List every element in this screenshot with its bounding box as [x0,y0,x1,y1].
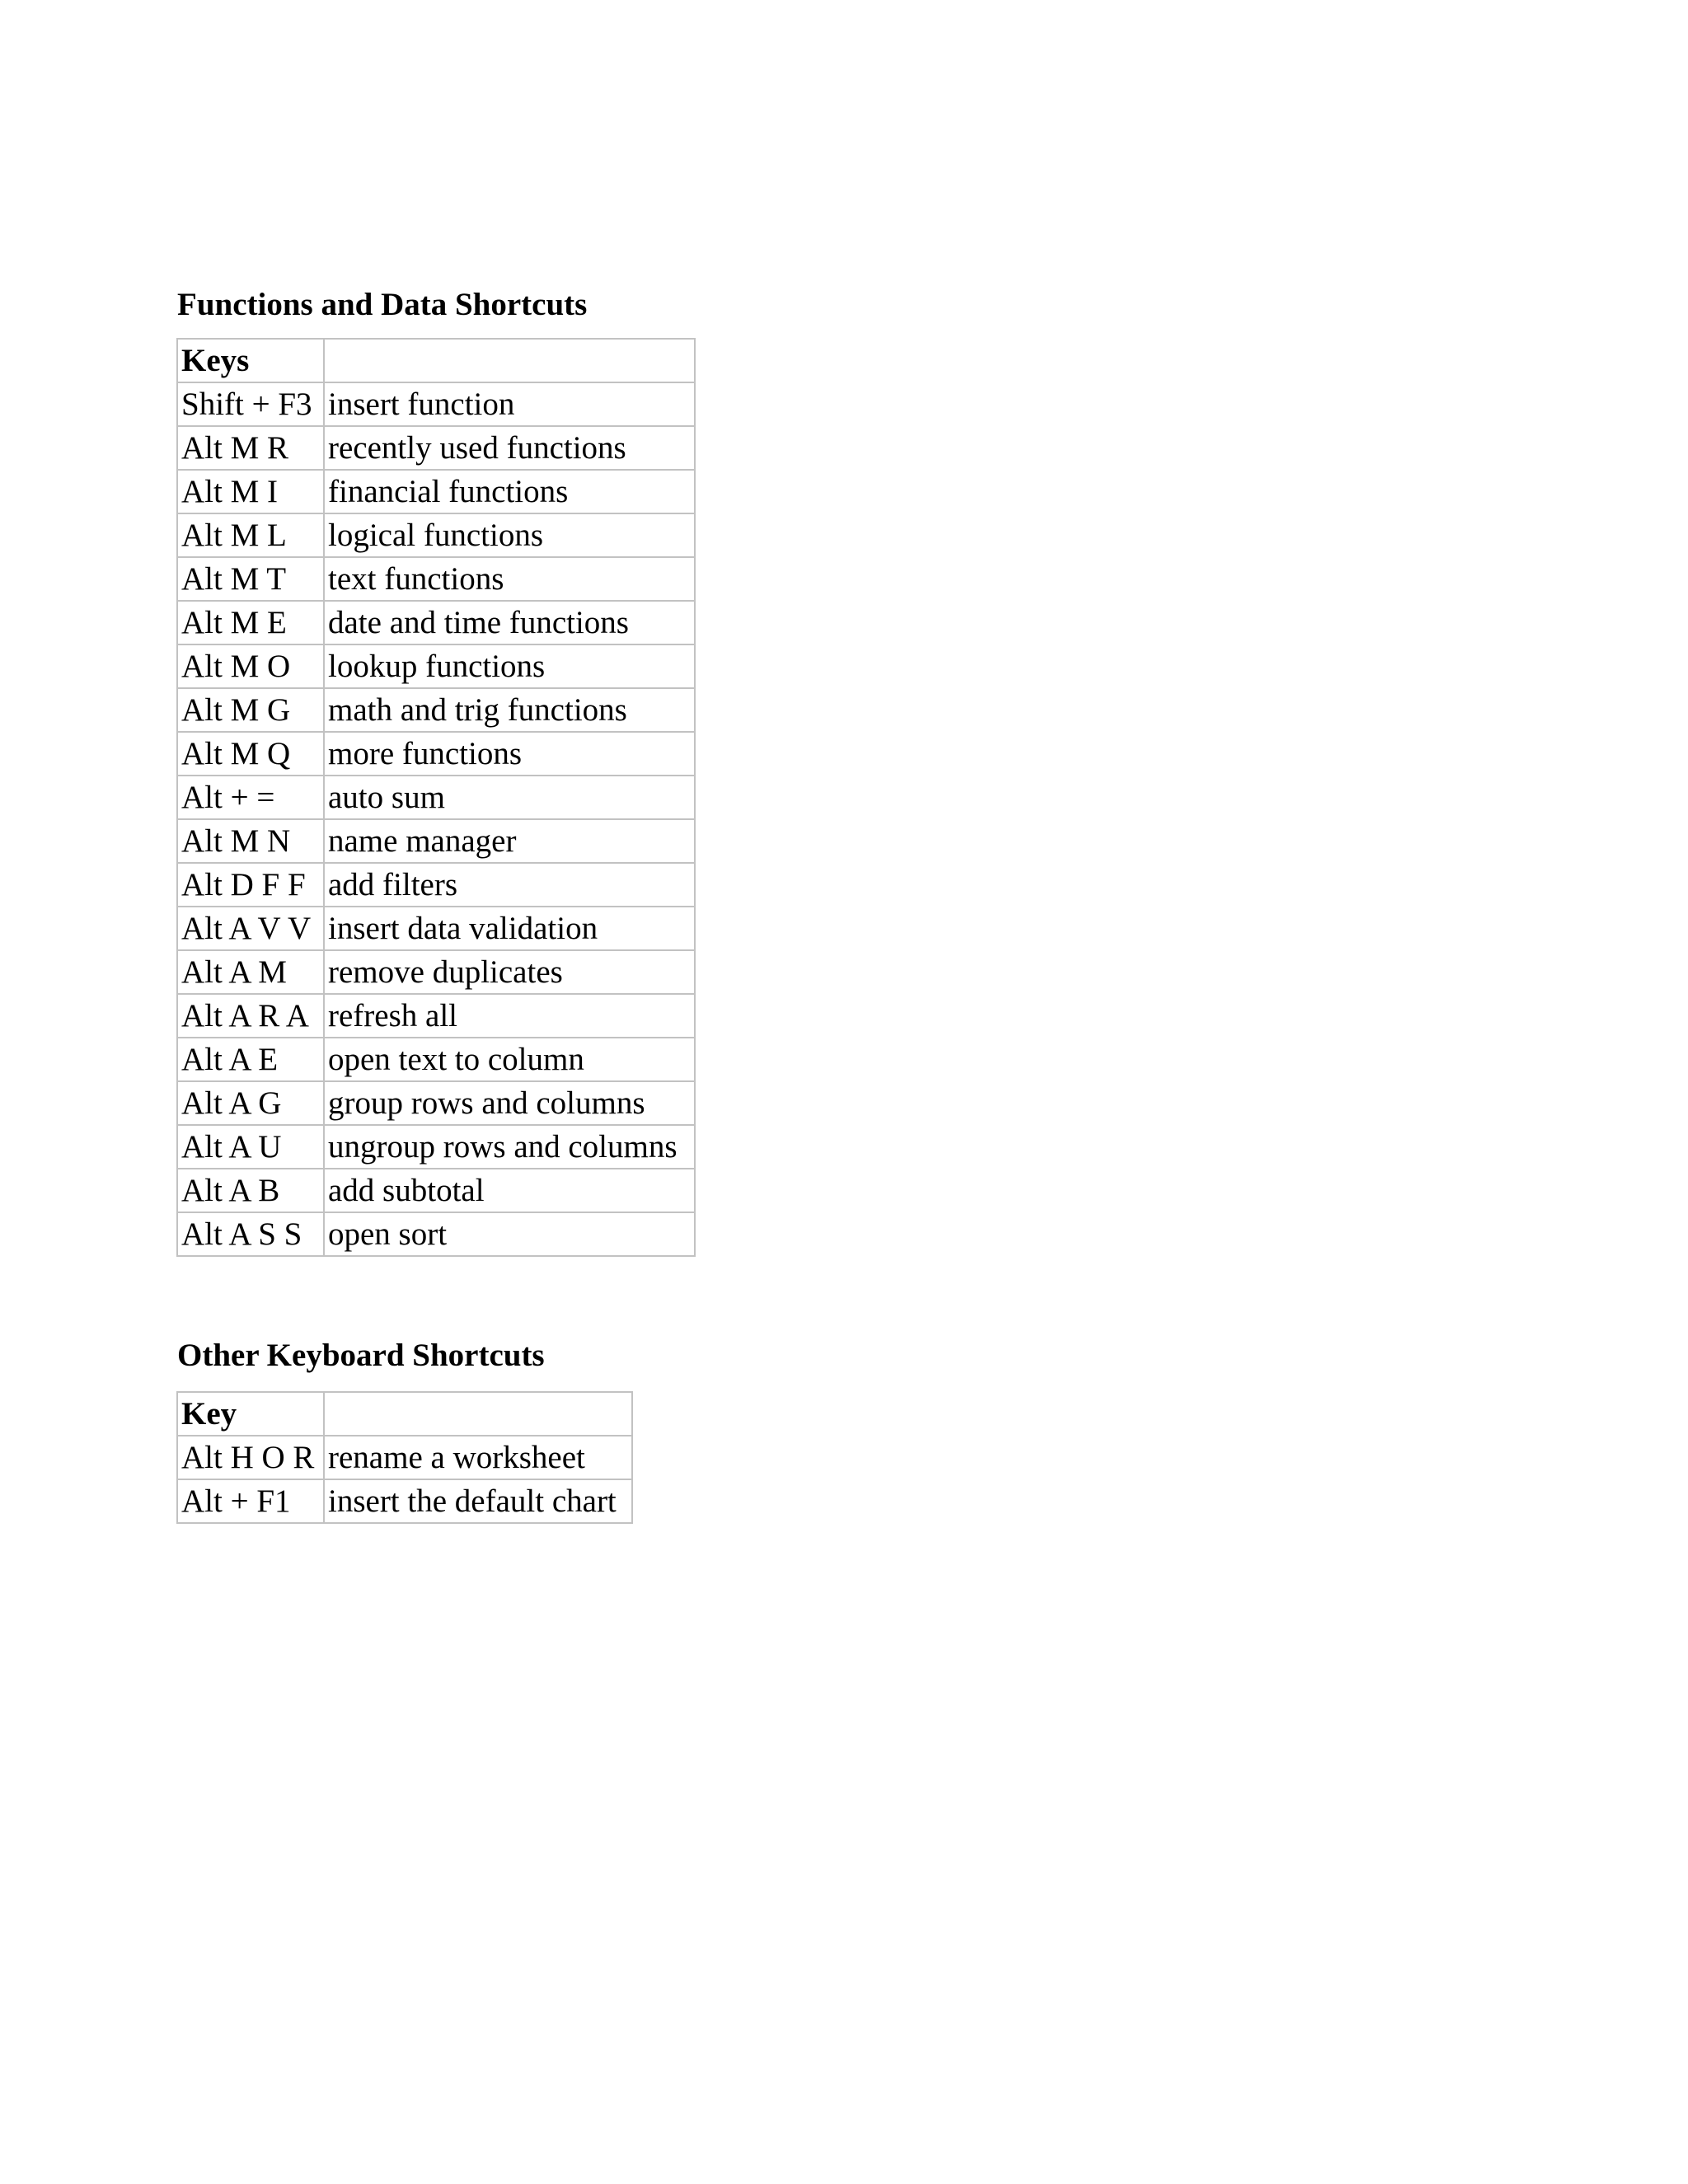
other-section-heading: Other Keyboard Shortcuts [177,1338,545,1373]
shortcut-key-cell: Alt D F F [177,863,324,907]
shortcut-description-cell: ungroup rows and columns [324,1125,695,1169]
shortcut-description-cell: insert data validation [324,907,695,950]
shortcut-description-cell: text functions [324,557,695,601]
table-row [177,601,695,644]
shortcut-key-cell: Alt A V V [177,907,324,950]
other-shortcut-table [176,1391,633,1524]
functions-shortcut-table [176,338,696,1257]
shortcut-description-cell: refresh all [324,994,695,1038]
table-row [177,688,695,732]
table-row [177,1038,695,1081]
header-key-cell: Key [177,1392,324,1436]
header-key-cell: Keys [177,339,324,382]
shortcut-key-cell: Alt A E [177,1038,324,1081]
shortcut-description-cell: date and time functions [324,601,695,644]
table-row [177,732,695,776]
shortcut-key-cell: Alt A M [177,950,324,994]
table-row [177,426,695,470]
table-row [177,1436,632,1479]
shortcut-key-cell: Alt + = [177,776,324,819]
shortcut-key-cell: Alt M Q [177,732,324,776]
shortcut-description-cell: rename a worksheet [324,1436,632,1479]
shortcut-description-cell: financial functions [324,470,695,513]
shortcut-description-cell: math and trig functions [324,688,695,732]
table-row [177,513,695,557]
table-row [177,776,695,819]
shortcut-description-cell: more functions [324,732,695,776]
shortcut-key-cell: Shift + F3 [177,382,324,426]
shortcut-key-cell: Alt M G [177,688,324,732]
shortcut-description-cell: group rows and columns [324,1081,695,1125]
header-description-cell [324,339,695,382]
shortcut-description-cell: remove duplicates [324,950,695,994]
shortcut-description-cell: name manager [324,819,695,863]
shortcut-key-cell: Alt A G [177,1081,324,1125]
shortcut-description-cell: lookup functions [324,644,695,688]
shortcut-description-cell: insert the default chart [324,1479,632,1523]
table-row [177,1169,695,1212]
table-row [177,994,695,1038]
table-row [177,1125,695,1169]
table-row [177,863,695,907]
shortcut-key-cell: Alt M R [177,426,324,470]
shortcut-description-cell: recently used functions [324,426,695,470]
shortcut-description-cell: add filters [324,863,695,907]
shortcut-key-cell: Alt M L [177,513,324,557]
shortcut-key-cell: Alt M E [177,601,324,644]
shortcut-key-cell: Alt M N [177,819,324,863]
table-row [177,557,695,601]
shortcut-description-cell: auto sum [324,776,695,819]
table-row [177,470,695,513]
table-row [177,1212,695,1256]
shortcut-description-cell: open text to column [324,1038,695,1081]
shortcut-key-cell: Alt A B [177,1169,324,1212]
shortcut-key-cell: Alt A S S [177,1212,324,1256]
shortcut-key-cell: Alt M I [177,470,324,513]
table-row [177,950,695,994]
shortcut-key-cell: Alt M O [177,644,324,688]
shortcut-key-cell: Alt A U [177,1125,324,1169]
header-description-cell [324,1392,632,1436]
shortcut-key-cell: Alt + F1 [177,1479,324,1523]
functions-section-heading: Functions and Data Shortcuts [177,287,588,322]
table-row [177,382,695,426]
shortcut-key-cell: Alt A R A [177,994,324,1038]
shortcut-description-cell: add subtotal [324,1169,695,1212]
table-header-row [177,1392,632,1436]
shortcut-key-cell: Alt H O R [177,1436,324,1479]
table-row [177,1479,632,1523]
table-row [177,644,695,688]
table-row [177,907,695,950]
table-row [177,1081,695,1125]
table-row [177,819,695,863]
shortcut-description-cell: insert function [324,382,695,426]
shortcut-key-cell: Alt M T [177,557,324,601]
table-header-row [177,339,695,382]
shortcut-description-cell: open sort [324,1212,695,1256]
shortcut-description-cell: logical functions [324,513,695,557]
